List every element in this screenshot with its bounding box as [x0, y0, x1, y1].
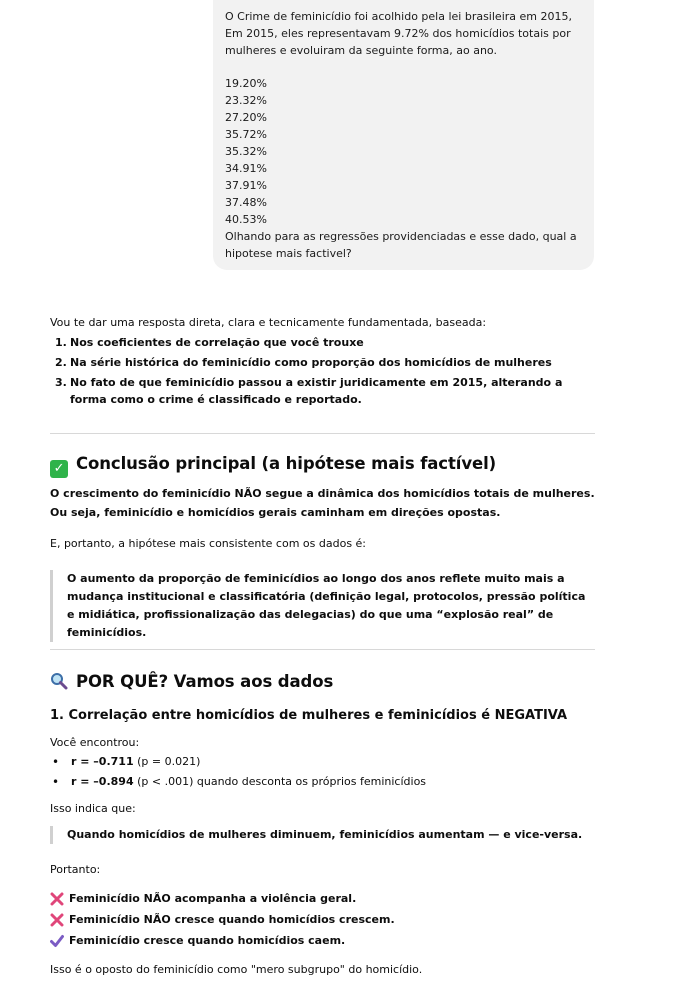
checklist-text: Feminicídio NÃO cresce quando homicídios crescem.	[69, 913, 395, 926]
why-heading	[50, 670, 333, 694]
correlation-coefficient: r = –0.711	[71, 755, 134, 768]
magnifying-glass-icon	[50, 672, 68, 690]
response-intro: Vou te dar uma resposta direta, clara e tecnicamente fundamentada, baseada:	[50, 316, 487, 329]
list-text: Nos coeficientes de correlação que você trouxe	[70, 336, 364, 349]
indicates-quote: Quando homicídios de mulheres diminuem, feminicídios aumentam — e vice-versa.	[50, 826, 590, 844]
percentage-value: 37.91%	[225, 179, 267, 192]
cross-mark-icon	[50, 892, 64, 906]
hypothesis-intro: E, portanto, a hipótese mais consistente com os dados é:	[50, 537, 367, 550]
list-text: No fato de que feminicídio passou a existir juridicamente em 2015, alterando a forma como o crime é classificado e reportado.	[70, 376, 563, 406]
conclusion-heading-text: Conclusão principal (a hipótese mais factível)	[76, 454, 497, 473]
therefore-label: Portanto:	[50, 863, 101, 876]
correlation-list	[50, 752, 426, 792]
basis-list	[50, 334, 595, 408]
divider	[50, 433, 595, 434]
check-mark-icon: ✓	[50, 460, 68, 478]
cross-mark-icon	[50, 913, 64, 927]
hypothesis-quote: O aumento da proporção de feminicídios ao longo dos anos reflete muito mais a mudança institucional e classificatória (definição legal, protocolos, pressão política e midiática, profissionalização das delegacias) do que uma “explosão real” de feminicídios.	[50, 570, 590, 642]
list-item	[50, 334, 595, 351]
percentage-value: 19.20%	[225, 77, 267, 90]
correlation-detail: (p = 0.021)	[133, 755, 201, 768]
percentage-value: 35.32%	[225, 145, 267, 158]
percentage-value: 37.48%	[225, 196, 267, 209]
list-item	[50, 354, 595, 371]
found-label: Você encontrou:	[50, 736, 140, 749]
conclusion-checklist	[50, 888, 395, 951]
list-item	[50, 772, 426, 792]
correlation-coefficient: r = –0.894	[71, 775, 134, 788]
list-item	[50, 374, 595, 408]
correlation-detail: (p < .001) quando desconta os próprios feminicídios	[133, 775, 427, 788]
conclusion-line-2: Ou seja, feminicídio e homicídios gerais caminham em direções opostas.	[50, 506, 501, 519]
percentage-value: 40.53%	[225, 213, 267, 226]
why-heading-text: POR QUÊ? Vamos aos dados	[76, 672, 334, 691]
list-item	[50, 930, 395, 951]
check-mark-icon	[50, 934, 64, 948]
conclusion-line-1: O crescimento do feminicídio NÃO segue a dinâmica dos homicídios totais de mulheres.	[50, 487, 595, 500]
percentage-value: 35.72%	[225, 128, 267, 141]
conclusion-heading	[50, 452, 496, 478]
indicates-label: Isso indica que:	[50, 802, 136, 815]
closing-text: Isso é o oposto do feminicídio como "mero subgrupo" do homicídio.	[50, 963, 423, 976]
percentage-value: 34.91%	[225, 162, 267, 175]
list-number: 2.	[55, 356, 67, 369]
user-question: Olhando para as regressões providenciadas e esse dado, qual a hipotese mais factivel?	[225, 230, 577, 260]
percentage-value: 23.32%	[225, 94, 267, 107]
list-number: 1.	[55, 336, 67, 349]
list-number: 3.	[55, 376, 67, 389]
response-intro-block	[50, 314, 595, 411]
checklist-text: Feminicídio cresce quando homicídios caem.	[69, 934, 346, 947]
percentage-value: 27.20%	[225, 111, 267, 124]
list-item	[50, 909, 395, 930]
divider	[50, 649, 595, 650]
checklist-text: Feminicídio NÃO acompanha a violência geral.	[69, 892, 357, 905]
user-message-bubble	[213, 0, 594, 270]
user-message-intro: O Crime de feminicídio foi acolhido pela lei brasileira em 2015, Em 2015, eles representavam 9.72% dos homicídios totais por mulheres e evoluiram da seguinte forma, ao ano.	[225, 10, 572, 57]
list-item	[50, 888, 395, 909]
list-text: Na série histórica do feminicídio como proporção dos homicídios de mulheres	[70, 356, 552, 369]
list-item	[50, 752, 426, 772]
section-1-heading: 1. Correlação entre homicídios de mulheres e feminicídios é NEGATIVA	[50, 708, 568, 723]
